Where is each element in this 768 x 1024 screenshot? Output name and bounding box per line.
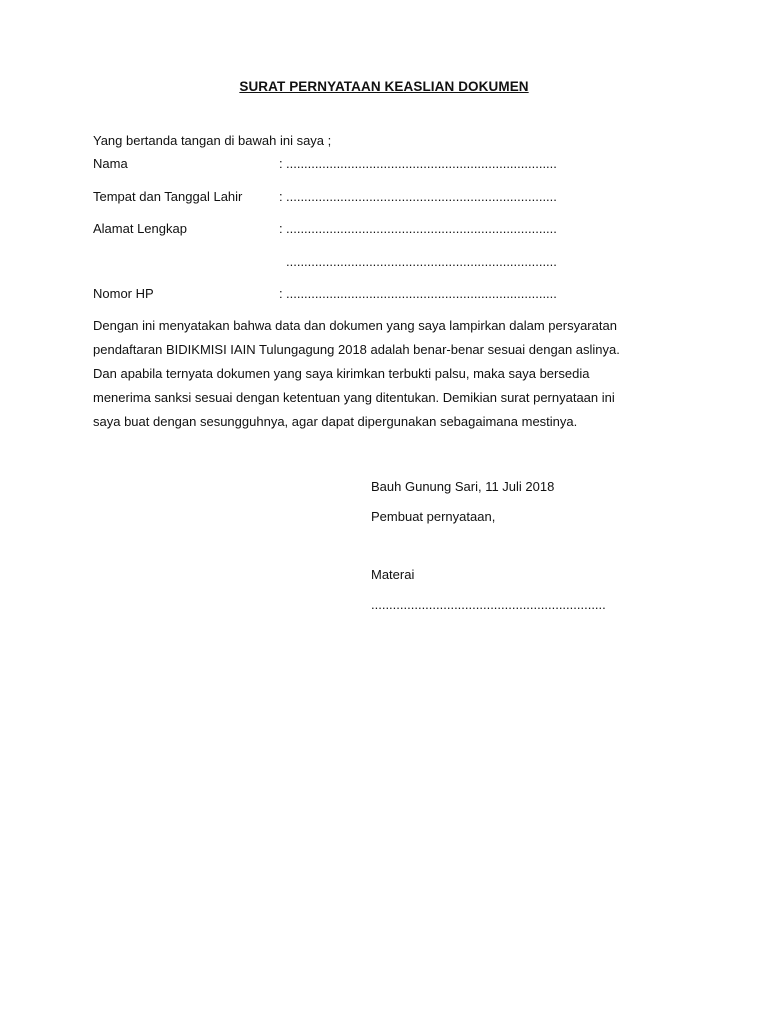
- document-title: SURAT PERNYATAAN KEASLIAN DOKUMEN: [239, 79, 529, 94]
- signature-place-date: Bauh Gunung Sari, 11 Juli 2018: [371, 479, 555, 494]
- field-fill-line: ...........................................................................: [286, 189, 557, 204]
- field-row-nomor-hp: [93, 286, 613, 304]
- statement-line: saya buat dengan sesungguhnya, agar dapat dipergunakan sebagaimana mestinya.: [93, 414, 578, 429]
- signature-fill-line: .................................................................: [371, 597, 606, 612]
- statement-line: menerima sanksi sesuai dengan ketentuan yang ditentukan. Demikian surat pernyataan ini: [93, 390, 615, 405]
- field-row-tempat-tanggal-lahir: [93, 189, 613, 207]
- statement-line: Dengan ini menyatakan bahwa data dan dokumen yang saya lampirkan dalam persyaratan: [93, 318, 617, 333]
- field-label: Nama: [93, 156, 128, 171]
- statement-line: pendaftaran BIDIKMISI IAIN Tulungagung 2018 adalah benar-benar sesuai dengan aslinya.: [93, 342, 620, 357]
- field-fill-line: ...........................................................................: [286, 156, 557, 171]
- statement-line: Dan apabila ternyata dokumen yang saya kirimkan terbukti palsu, maka saya bersedia: [93, 366, 590, 381]
- signature-maker-label: Pembuat pernyataan,: [371, 509, 496, 524]
- field-colon: :: [279, 221, 283, 236]
- field-row-alamat-lengkap: [93, 221, 613, 239]
- field-fill-line: ...........................................................................: [286, 221, 557, 236]
- field-colon: :: [279, 189, 283, 204]
- intro-text: Yang bertanda tangan di bawah ini saya ;: [93, 133, 332, 148]
- field-colon: :: [279, 156, 283, 171]
- field-label: Alamat Lengkap: [93, 221, 187, 236]
- field-fill-line: ...........................................................................: [286, 286, 557, 301]
- field-fill-line: ...........................................................................: [286, 254, 557, 269]
- field-colon: :: [279, 286, 283, 301]
- field-row-alamat-continuation: [93, 254, 613, 272]
- materai-label: Materai: [371, 567, 415, 582]
- field-row-nama: [93, 156, 613, 174]
- field-label: Nomor HP: [93, 286, 154, 301]
- field-label: Tempat dan Tanggal Lahir: [93, 189, 243, 204]
